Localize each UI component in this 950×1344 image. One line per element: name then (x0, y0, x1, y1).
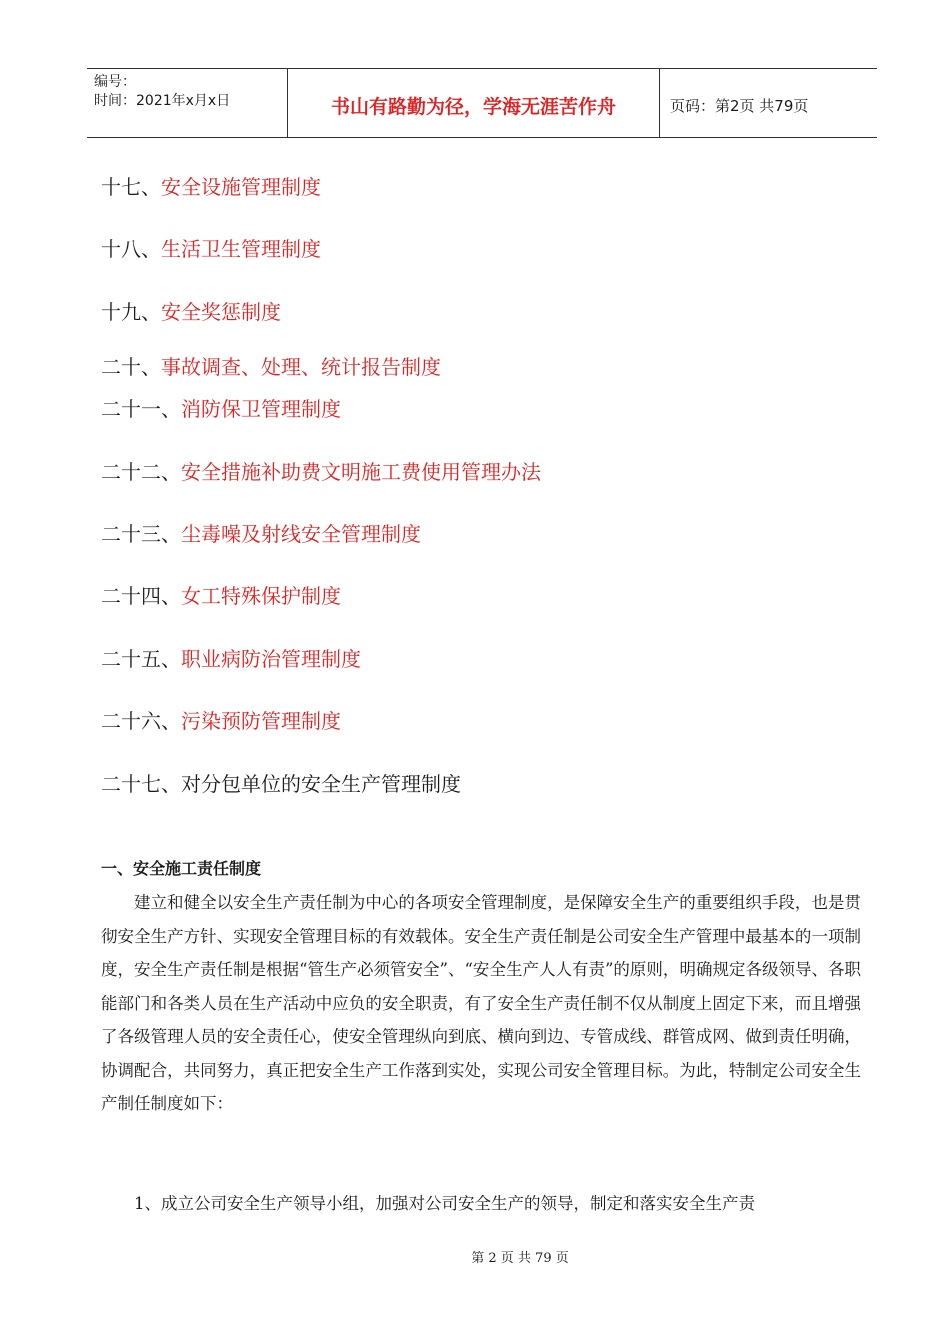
section-paragraph: 建立和健全以安全生产责任制为中心的各项安全管理制度，是保障安全生产的重要组织手段，也是贯彻安全生产方针、实现安全管理目标的有效载体。安全生产责任制是公司安全生产管理中最基本的一项制度，安全生产责任制是根据“管生产必须管安全”、“安全生产人人有责”的原则，明确规定各级领导、各职能部门和各类人员在生产活动中应负的安全职责，有了安全生产责任制不仅从制度上固定下来，而且增强了各级管理人员的安全责任心，使安全管理纵向到底、横向到边、专管成线、群管成网、做到责任明确，协调配合，共同努力，真正把安全生产工作落到实处，实现公司安全管理目标。为此，特制定公司安全生产制任制度如下： (101, 893, 861, 1113)
toc-item[interactable] (101, 456, 541, 485)
header-motto: 书山有路勤为径，学海无涯苦作舟 (287, 69, 660, 137)
toc-title[interactable]: 安全措施补助费文明施工费使用管理办法 (181, 460, 541, 484)
document-time-label: 时间：2021年x月x日 (94, 93, 231, 109)
toc-number: 十七、 (101, 175, 161, 199)
header-page-info: 页码：第2页 共79页 (670, 96, 809, 115)
document-number-label: 编号： (94, 74, 136, 90)
toc-number: 二十四、 (101, 584, 181, 608)
toc-item[interactable] (101, 171, 321, 200)
toc-item (101, 768, 461, 797)
toc-number: 二十、 (101, 355, 161, 379)
section-heading: 一、安全施工责任制度 (101, 859, 262, 878)
toc-item[interactable] (101, 233, 321, 262)
toc-item[interactable] (101, 393, 341, 422)
toc-number: 二十七、 (101, 772, 181, 796)
toc-item[interactable] (101, 580, 341, 609)
footer-page-number: 第 2 页 共 79 页 (471, 1251, 569, 1266)
toc-number: 二十一、 (101, 397, 181, 421)
toc-item[interactable] (101, 643, 361, 672)
toc-item[interactable] (101, 518, 421, 547)
page-header (87, 68, 877, 138)
toc-title[interactable]: 生活卫生管理制度 (161, 237, 321, 261)
toc-number: 二十二、 (101, 460, 181, 484)
toc-item[interactable] (101, 296, 281, 325)
toc-title[interactable]: 职业病防治管理制度 (181, 647, 361, 671)
toc-title[interactable]: 安全设施管理制度 (161, 175, 321, 199)
toc-item[interactable] (101, 705, 341, 734)
toc-number: 二十三、 (101, 522, 181, 546)
toc-title[interactable]: 消防保卫管理制度 (181, 397, 341, 421)
toc-number: 二十六、 (101, 709, 181, 733)
toc-title[interactable]: 事故调查、处理、统计报告制度 (161, 355, 441, 379)
toc-title[interactable]: 女工特殊保护制度 (181, 584, 341, 608)
page-footer (0, 1247, 950, 1266)
toc-item[interactable] (101, 351, 441, 380)
toc-number: 十八、 (101, 237, 161, 261)
toc-title[interactable]: 安全奖惩制度 (161, 300, 281, 324)
toc-number: 十九、 (101, 300, 161, 324)
section-paragraph: 1、成立公司安全生产领导小组，加强对公司安全生产的领导，制定和落实安全生产责 (134, 1194, 755, 1213)
toc-title: 对分包单位的安全生产管理制度 (181, 772, 461, 796)
toc-title[interactable]: 尘毒噪及射线安全管理制度 (181, 522, 421, 546)
toc-title[interactable]: 污染预防管理制度 (181, 709, 341, 733)
header-meta (87, 69, 287, 137)
toc-number: 二十五、 (101, 647, 181, 671)
